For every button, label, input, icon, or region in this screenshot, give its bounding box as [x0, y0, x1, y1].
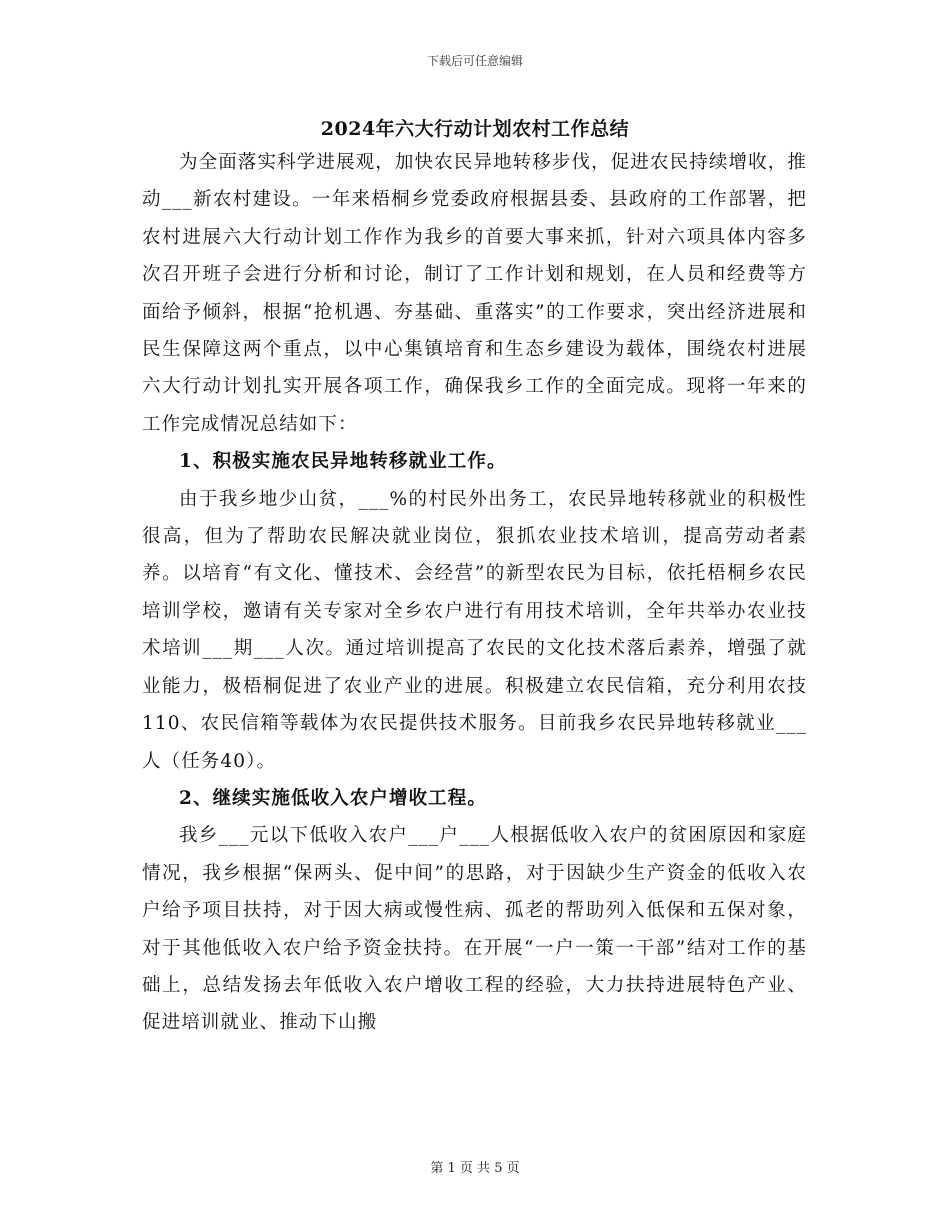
- section-2-paragraph: 我乡___元以下低收入农户___户___人根据低收入农户的贫困原因和家庭情况，我乡根据“保两头、促中间”的思路，对于因缺少生产资金的低收入农户给予项目扶持，对于因大病或慢性病、孤老的帮助列入低保和五保对象，对于其他低收入农户给予资金扶持。在开展“一户一策一干部”结对工作的基础上，总结发扬去年低收入农户增收工程的经验，大力扶持进展特色产业、促进培训就业、推动下山搬: [142, 825, 807, 1034]
- section-2-heading: 2、继续实施低收入农户增收工程。: [179, 787, 487, 809]
- page-header-note: 下载后可任意编辑: [426, 54, 523, 68]
- intro-paragraph: 为全面落实科学进展观，加快农民异地转移步伐，促进农民持续增收，推动___新农村建设。一年来梧桐乡党委政府根据县委、县政府的工作部署，把农村进展六大行动计划工作作为我乡的首要大事来抓，针对六项具体内容多次召开班子会进行分析和讨论，制订了工作计划和规划，在人员和经费等方面给予倾斜，根据“抢机遇、夯基础、重落实”的工作要求，突出经济进展和民生保障这两个重点，以中心集镇培育和生态乡建设为载体，围绕农村进展六大行动计划扎实开展各项工作，确保我乡工作的全面完成。现将一年来的工作完成情况总结如下：: [142, 152, 807, 435]
- document-body: [142, 144, 807, 1042]
- section-1-paragraph: 由于我乡地少山贫，___%的村民外出务工，农民异地转移就业的积极性很高，但为了帮助农民解决就业岗位，狠抓农业技术培训，提高劳动者素养。以培育“有文化、懂技术、会经营”的新型农民为目标，依托梧桐乡农民培训学校，邀请有关专家对全乡农户进行有用技术培训，全年共举办农业技术培训___期___人次。通过培训提高了农民的文化技术落后素养，增强了就业能力，极梧桐促进了农业产业的进展。积极建立农民信箱，充分利用农技110、农民信箱等载体为农民提供技术服务。目前我乡农民异地转移就业___人（任务40）。: [142, 488, 807, 772]
- section-1-heading: 1、积极实施农民异地转移就业工作。: [179, 451, 507, 473]
- document-title: 2024年六大行动计划农村工作总结: [320, 118, 630, 140]
- page-number-footer: 第 1 页 共 5 页: [430, 1161, 520, 1176]
